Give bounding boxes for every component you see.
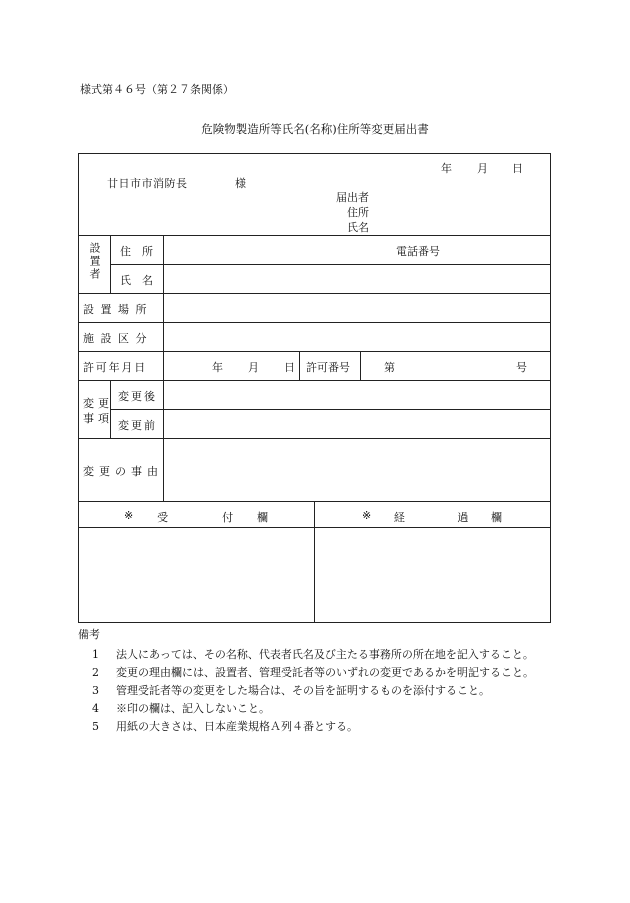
row-divider [110, 409, 551, 410]
installer-label: 設置者 [88, 242, 101, 281]
notes-heading: 備考 [78, 628, 100, 641]
permit-number-label: 許可番号 [306, 361, 350, 374]
column-divider [299, 351, 300, 380]
form-number: 様式第４６号（第２７条関係） [80, 83, 234, 96]
progress-char-2: 過 [457, 511, 469, 524]
change-before-label: 変更前 [118, 419, 157, 432]
row-divider [78, 438, 551, 439]
reception-mark: ※ [124, 509, 134, 522]
permit-number-prefix: 第 [384, 361, 395, 374]
progress-char-1: 経 [393, 511, 405, 524]
permit-date-day: 日 [284, 361, 295, 374]
permit-number-suffix: 号 [516, 361, 527, 374]
phone-label: 電話番号 [396, 245, 440, 258]
progress-column-header [362, 509, 502, 525]
header-year: 年 [441, 162, 452, 175]
document-title: 危険物製造所等氏名(名称)住所等変更届出書 [201, 122, 429, 136]
header-day: 日 [512, 162, 523, 175]
permit-date-label: 許可年月日 [83, 361, 147, 374]
row-divider [78, 322, 551, 323]
column-divider [163, 235, 164, 501]
permit-date-year: 年 [212, 361, 223, 374]
column-divider [360, 351, 361, 380]
change-items-label-line1: 変更 [83, 397, 113, 410]
permit-date-month: 月 [248, 361, 259, 374]
notifier-name-label: 氏名 [347, 221, 369, 234]
honorific: 様 [235, 177, 246, 190]
note-item: 4 ※印の欄は、記入しないこと。 [92, 702, 270, 715]
row-divider [78, 351, 551, 352]
change-reason-label: 変更の事由 [83, 465, 163, 478]
reception-char-2: 付 [222, 511, 234, 524]
note-item: 3 管理受託者等の変更をした場合は、その旨を証明するものを添付すること。 [92, 684, 490, 697]
column-divider [314, 501, 315, 623]
reception-column-header [124, 509, 268, 525]
change-items-label-line2: 事項 [83, 412, 113, 425]
progress-mark: ※ [362, 509, 372, 522]
change-after-label: 変更後 [118, 390, 157, 403]
note-item: 2 変更の理由欄には、設置者、管理受託者等のいずれの変更であるかを明記すること。 [92, 666, 534, 679]
note-item: 1 法人にあっては、その名称、代表者氏名及び主たる事務所の所在地を記入すること。 [92, 648, 534, 661]
notifier-label: 届出者 [336, 191, 369, 204]
column-divider [110, 235, 111, 293]
notifier-address-label: 住所 [347, 206, 369, 219]
row-divider [78, 293, 551, 294]
progress-char-3: 欄 [491, 511, 502, 524]
installer-name-label: 氏 名 [120, 274, 153, 287]
location-label: 設置場所 [83, 303, 153, 316]
header-month: 月 [477, 162, 488, 175]
addressee: 廿日市市消防長 [107, 177, 188, 190]
installer-address-label: 住 所 [120, 245, 153, 258]
note-item: 5 用紙の大きさは、日本産業規格Ａ列４番とする。 [92, 720, 358, 733]
row-divider [78, 380, 551, 381]
reception-char-1: 受 [157, 511, 169, 524]
row-divider [110, 264, 551, 265]
facility-class-label: 施設区分 [83, 332, 153, 345]
reception-char-3: 欄 [256, 511, 268, 524]
row-divider [78, 235, 551, 236]
